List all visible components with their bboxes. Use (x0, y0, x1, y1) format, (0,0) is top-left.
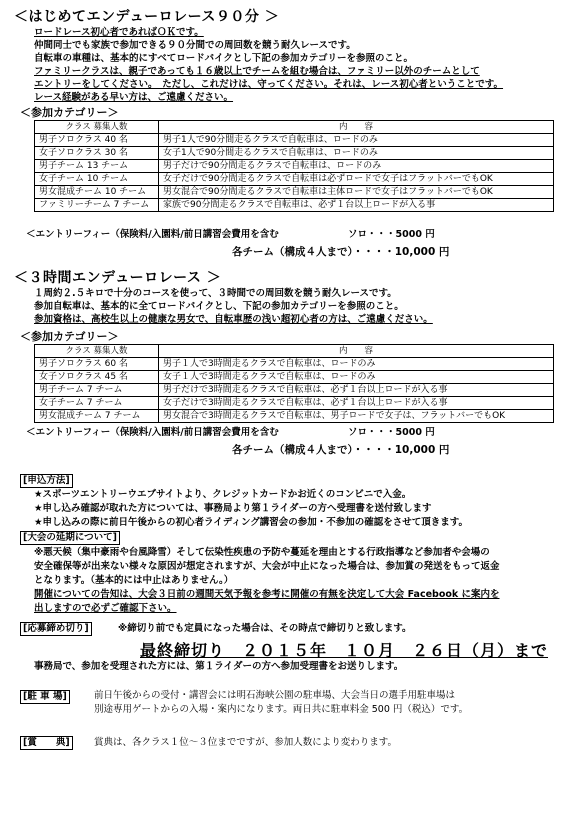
class-cell: 男子チーム 7 チーム (35, 384, 159, 397)
class-cell: 男子ソロクラス 60 名 (35, 358, 159, 371)
content-cell: 女子だけで3時間走るクラスで自転車は、必ず１台以上ロードが入る事 (159, 397, 554, 410)
text-line: 出しますので必ずご確認下さい。 (34, 603, 177, 614)
content-cell: 家族で90分間走るクラスで自転車は、必ず１台以上ロードが入る事 (159, 199, 554, 212)
apply-title: [申込方法] (20, 474, 73, 488)
parking-line: 前日午後からの受付・講習会には明石海峡公園の駐車場、大会当日の選手用駐車場は (94, 690, 456, 701)
class-cell: 女子ソロクラス 30 名 (35, 147, 159, 160)
section2-fee-team: 各チーム（構成４人まで）・・・・10,000 円 (232, 444, 450, 456)
table-row (35, 147, 554, 160)
text-line: となります。（基本的には中止はありません。） (34, 575, 234, 586)
final-deadline: 最終締切り ２０１５年 １０月 ２６日（月）まで (140, 641, 549, 660)
column-header-class: クラス 募集人数 (35, 121, 159, 134)
table-row (35, 134, 554, 147)
parking-title: [駐 車 場] (20, 690, 70, 704)
text-line: 安全確保等が出来ない様々な原因が想定されますが、大会が中止になった場合は、参加賞の発送をもって返金 (34, 561, 500, 572)
deadline-after: 事務局で、参加を受理された方には、第１ライダーの方へ参加受理書をお送りします。 (34, 661, 404, 672)
class-cell: 女子ソロクラス 45 名 (35, 371, 159, 384)
text-line: 参加自転車は、基本的に全てロードバイクとし、下記の参加カテゴリーを参照のこと。 (34, 301, 404, 312)
section1-category-title: ＜参加カテゴリー＞ (20, 106, 119, 119)
deadline-title: [応募締め切り] (20, 622, 92, 636)
class-cell: ファミリーチーム 7 チーム (35, 199, 159, 212)
section1-fee-team: 各チーム（構成４人まで）・・・・10,000 円 (232, 246, 450, 258)
text-line: ※悪天候（集中豪雨や台風降雪）そして伝染性疾患の予防や蔓延を理由とする行政指導など参加者や会場の (34, 547, 490, 558)
text-line: 自転車の車種は、基本的にすべてロードバイクとし下記の参加カテゴリーを参照のこと。 (34, 53, 414, 64)
table-row (35, 358, 554, 371)
section2-category-table (34, 344, 554, 423)
text-line: レース経験がある早い方は、ご遠慮ください。 (34, 92, 234, 103)
table-row (35, 371, 554, 384)
table-row (35, 384, 554, 397)
section2-fee-label: ＜エントリーフィー（保険料/入園料/前日講習会費用を含む (26, 427, 279, 438)
class-cell: 男女混成チーム 7 チーム (35, 410, 159, 423)
content-cell: 男子だけで90分間走るクラスで自転車は、ロードのみ (159, 160, 554, 173)
column-header-content: 内 容 (159, 121, 554, 134)
table-row (35, 173, 554, 186)
content-cell: 女子1人で90分間走るクラスで自転車は、ロードのみ (159, 147, 554, 160)
apply-item: ★スポーツエントリーウエブサイトより、クレジットカードかお近くのコンビニで入金。 (34, 489, 412, 500)
class-cell: 女子チーム 10 チーム (35, 173, 159, 186)
apply-item: ★申し込み確認が取れた方については、事務局より第１ライダーの方へ受理書を送付致します (34, 503, 432, 514)
text-line: エントリーをしてください。 ただし、これだけは、守ってください。それは、レース初心者ということです。 (34, 79, 504, 90)
section1-fee-solo: ソロ・・・5000 円 (348, 229, 435, 240)
class-cell: 男子チーム 13 チーム (35, 160, 159, 173)
class-cell: 女子チーム 7 チーム (35, 397, 159, 410)
text-line: １周約２.５キロで十分のコースを使って、３時間での周回数を競う耐久レースです。 (34, 288, 397, 299)
section1-category-table (34, 120, 554, 212)
prize-title: [賞 典] (20, 736, 73, 750)
table-header-row (35, 345, 554, 358)
section1-fee-label: ＜エントリーフィー（保険料/入園料/前日講習会費用を含む (26, 229, 279, 240)
table-row (35, 160, 554, 173)
section2-category-title: ＜参加カテゴリー＞ (20, 330, 119, 343)
postpone-title: [大会の延期について] (20, 531, 120, 545)
text-line: 参加資格は、高校生以上の健康な男女で、自転車歴の浅い超初心者の方は、ご遠慮ください。 (34, 314, 433, 325)
text-line: ファミリークラスは、親子であっても１６歳以上でチームを組む場合は、ファミリー以外のチームとして (34, 66, 480, 77)
content-cell: 男女混合で90分間走るクラスで自転車は主体ロードで女子はフラットバーでもOK (159, 186, 554, 199)
section2-fee-solo: ソロ・・・5000 円 (348, 427, 435, 438)
text-line: 開催についての告知は、大会３日前の週間天気予報を参考に開催の有無を決定して大会 Facebook に案内を (34, 589, 500, 600)
column-header-class: クラス 募集人数 (35, 345, 159, 358)
content-cell: 男子だけで3時間走るクラスで自転車は、必ず１台以上ロードが入る事 (159, 384, 554, 397)
prize-text: 賞典は、各クラス１位～３位までですが、参加人数により変わります。 (94, 737, 397, 748)
content-cell: 女子１人で3時間走るクラスで自転車は、ロードのみ (159, 371, 554, 384)
table-row (35, 186, 554, 199)
table-row (35, 199, 554, 212)
text-line: ロードレース初心者であればＯＫです。 (34, 27, 204, 38)
section1-title: ＜はじめてエンデューロレース９０分 ＞ (14, 9, 280, 25)
column-header-content: 内 容 (159, 345, 554, 358)
content-cell: 女子だけで90分間走るクラスで自転車は必ずロードで女子はフラットバーでもOK (159, 173, 554, 186)
section2-title: ＜３時間エンデューロレース ＞ (14, 270, 222, 286)
class-cell: 男女混成チーム 10 チーム (35, 186, 159, 199)
table-row (35, 397, 554, 410)
text-line: 仲間同士でも家族で参加できる９０分間での周回数を競う耐久レースです。 (34, 40, 356, 51)
table-row (35, 410, 554, 423)
deadline-note: ※締切り前でも定員になった場合は、その時点で締切りと致します。 (118, 623, 412, 634)
content-cell: 男子１人で3時間走るクラスで自転車は、ロードのみ (159, 358, 554, 371)
class-cell: 男子ソロクラス 40 名 (35, 134, 159, 147)
parking-line: 別途専用ゲートからの入場・案内になります。両日共に駐車料金 500 円（税込）です。 (94, 704, 469, 715)
content-cell: 男女混合で3時間走るクラスで自転車は、男子ロードで女子は、フラットバーでもOK (159, 410, 554, 423)
apply-item: ★申し込みの際に前日午後からの初心者ライディング講習会の参加・不参加の確認をさせて頂きます。 (34, 517, 469, 528)
table-header-row (35, 121, 554, 134)
content-cell: 男子1人で90分間走るクラスで自転車は、ロードのみ (159, 134, 554, 147)
